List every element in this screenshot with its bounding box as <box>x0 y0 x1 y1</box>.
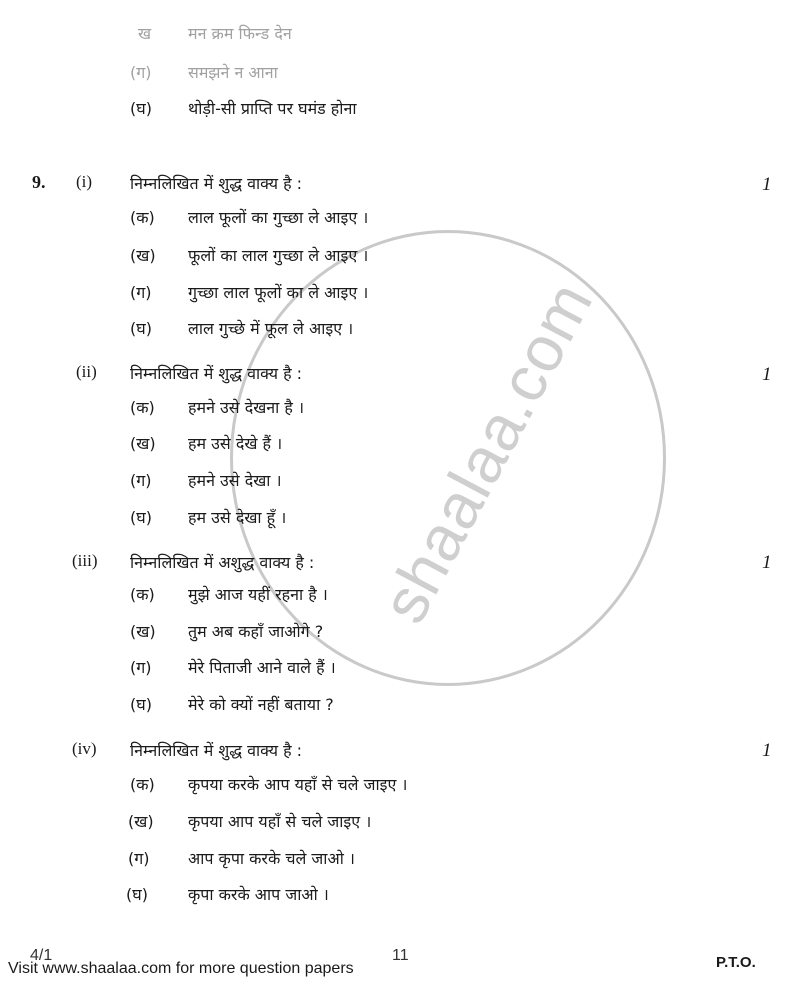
option-text: हम उसे देखा हूँ । <box>188 508 287 527</box>
option-letter: (घ) <box>126 885 148 904</box>
option-text: लाल फूलों का गुच्छा ले आइए । <box>188 208 369 227</box>
option-letter: (क) <box>130 585 155 604</box>
marks: 1 <box>762 552 772 573</box>
option-text: हमने उसे देखना है । <box>188 398 305 417</box>
option-letter: (घ) <box>130 99 152 118</box>
question-number: 9. <box>32 172 46 192</box>
option-text: हम उसे देखे हैं । <box>188 434 283 453</box>
subpart-label: (iv) <box>72 739 97 758</box>
option-letter: (ग) <box>130 658 152 677</box>
option-text: कृपया करके आप यहाँ से चले जाइए । <box>188 775 408 794</box>
option-text: समझने न आना <box>188 63 278 82</box>
option-letter: (घ) <box>130 508 152 527</box>
option-text: मन क्रम फिन्ड देन <box>188 24 292 43</box>
option-letter: (क) <box>130 398 155 417</box>
option-letter: (क) <box>130 208 155 227</box>
option-letter: (ख) <box>128 812 154 831</box>
subpart-prompt: निम्नलिखित में शुद्ध वाक्य है : <box>130 364 303 383</box>
option-text: मुझे आज यहीं रहना है । <box>188 585 328 604</box>
subpart-prompt: निम्नलिखित में शुद्ध वाक्य है : <box>130 174 303 193</box>
subpart-label: (i) <box>76 172 93 191</box>
watermark-text: shaalaa.com <box>367 270 607 634</box>
option-text: कृपया आप यहाँ से चले जाइए । <box>188 812 372 831</box>
subpart-label: (iii) <box>72 551 98 570</box>
subpart-prompt: निम्नलिखित में शुद्ध वाक्य है : <box>130 741 303 760</box>
option-text: हमने उसे देखा । <box>188 471 282 490</box>
option-letter: (ख) <box>130 622 156 641</box>
subpart-prompt: निम्नलिखित में अशुद्ध वाक्य है : <box>130 553 315 572</box>
option-text: मेरे पिताजी आने वाले हैं । <box>188 658 336 677</box>
marks: 1 <box>762 740 772 761</box>
option-letter: (घ) <box>130 319 152 338</box>
option-text: थोड़ी-सी प्राप्ति पर घमंड होना <box>188 99 357 118</box>
option-letter: (क) <box>130 775 155 794</box>
option-letter: (ख) <box>130 434 156 453</box>
visit-link[interactable]: Visit www.shaalaa.com for more question papers <box>8 960 354 977</box>
option-letter: (ग) <box>130 63 152 82</box>
option-text: कृपा करके आप जाओ । <box>188 885 329 904</box>
option-text: लाल गुच्छे में फूल ले आइए । <box>188 319 354 338</box>
option-letter: ख <box>138 24 152 43</box>
option-letter: (घ) <box>130 695 152 714</box>
option-text: मेरे को क्यों नहीं बताया ? <box>188 695 334 714</box>
option-letter: (ग) <box>130 283 152 302</box>
pto-label: P.T.O. <box>716 954 756 971</box>
paper-code: 4/1 <box>30 947 53 964</box>
option-letter: (ग) <box>130 471 152 490</box>
option-text: गुच्छा लाल फूलों का ले आइए । <box>188 283 369 302</box>
option-text: तुम अब कहाँ जाओगे ? <box>188 622 324 641</box>
marks: 1 <box>762 174 772 195</box>
marks: 1 <box>762 364 772 385</box>
option-text: फूलों का लाल गुच्छा ले आइए । <box>188 246 369 265</box>
option-letter: (ग) <box>128 849 150 868</box>
option-letter: (ख) <box>130 246 156 265</box>
subpart-label: (ii) <box>76 362 97 381</box>
option-text: आप कृपा करके चले जाओ । <box>188 849 355 868</box>
page-number: 11 <box>392 947 409 964</box>
